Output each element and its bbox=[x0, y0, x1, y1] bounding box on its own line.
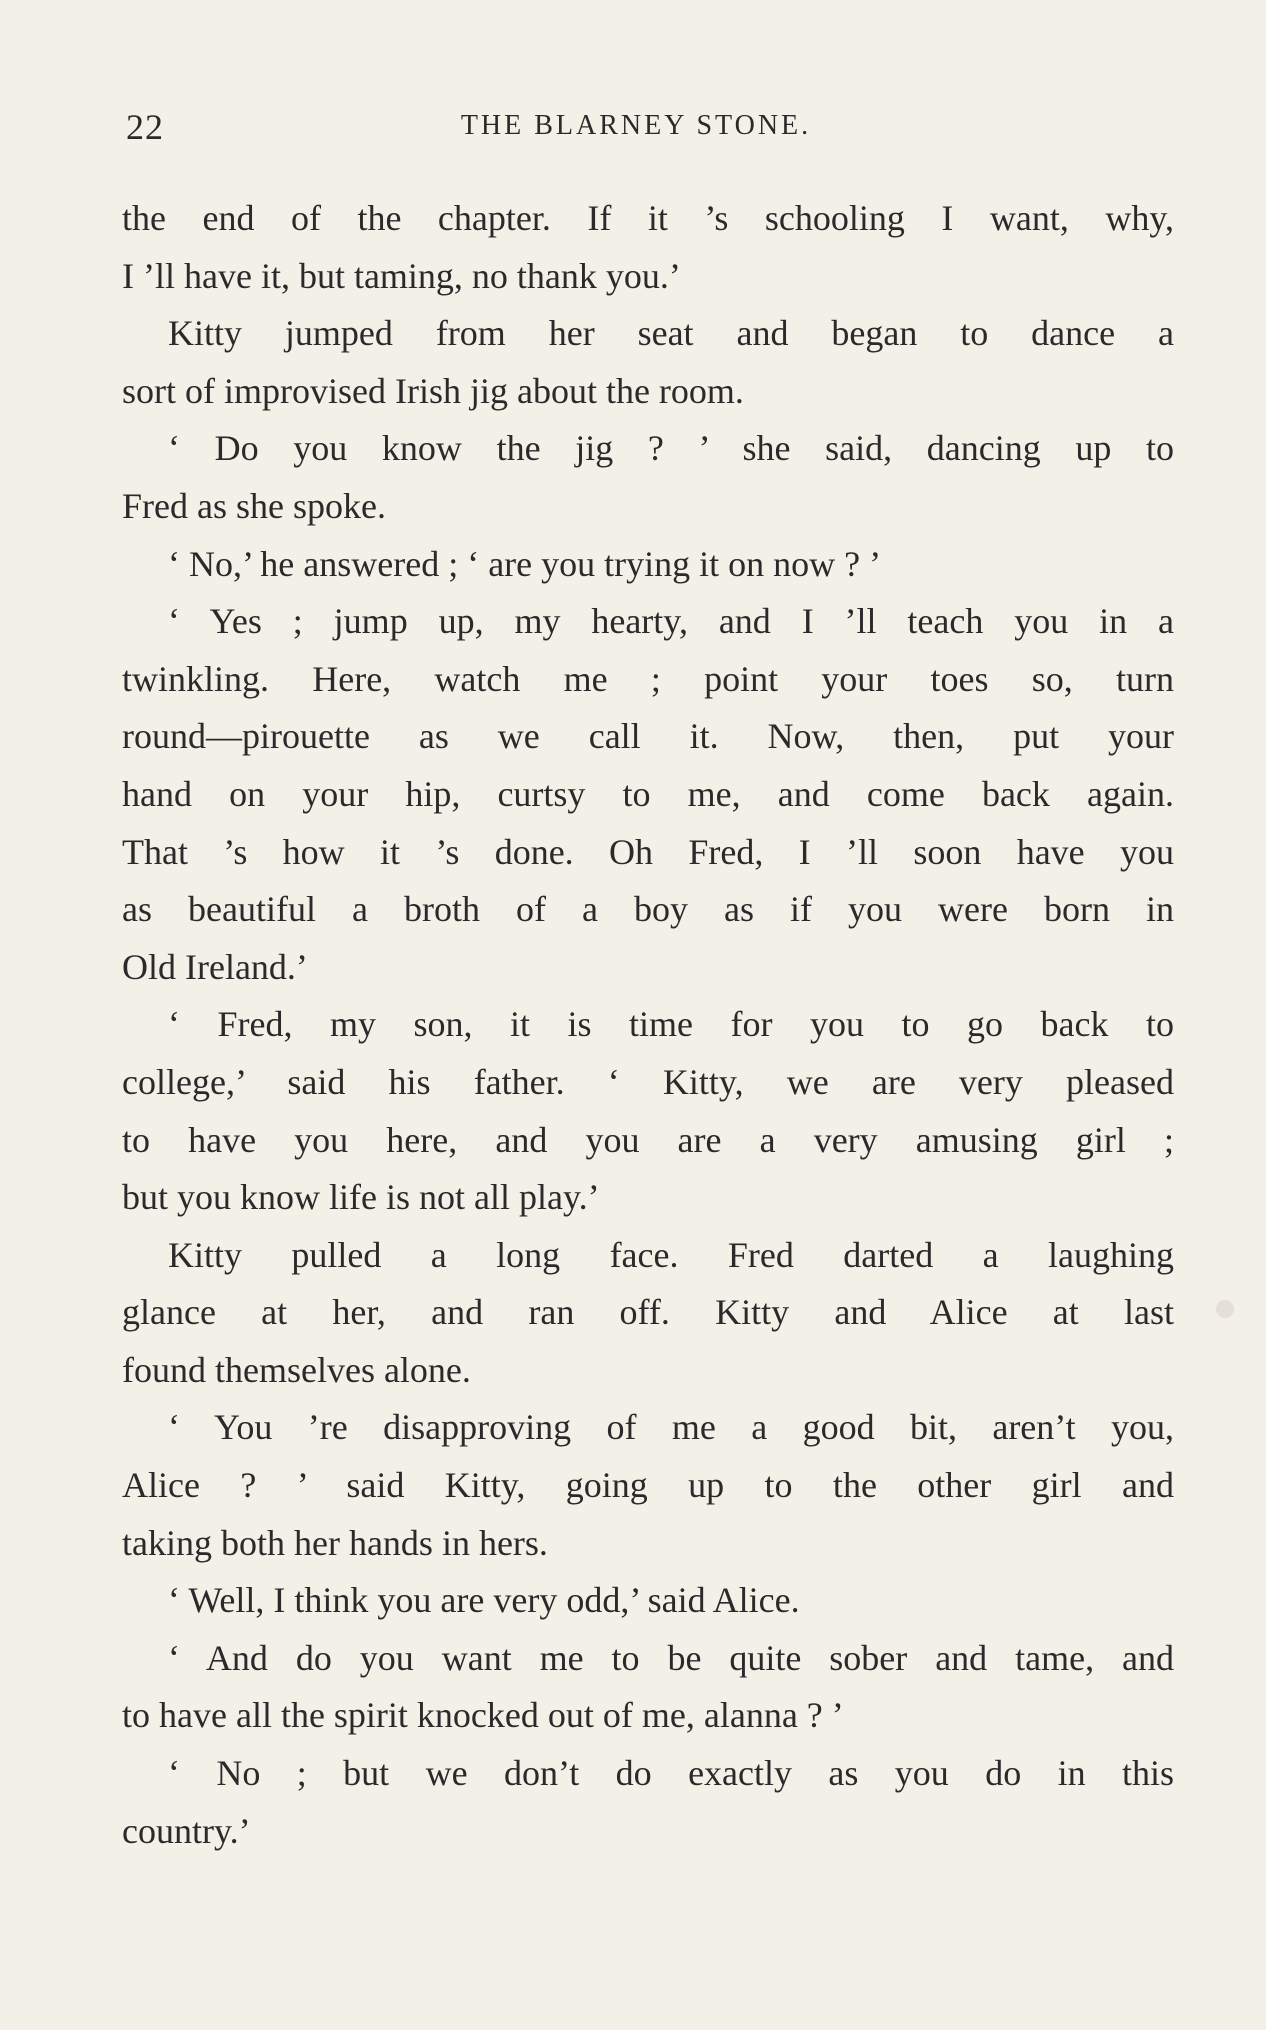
text-line: ‘ Do you know the jig ? ’ she said, dancing up to bbox=[168, 428, 1174, 469]
text-line: glance at her, and ran off. Kitty and Alice at last bbox=[122, 1292, 1174, 1333]
text-line: ‘ And do you want me to be quite sober and tame, and bbox=[168, 1637, 1174, 1678]
text-line: Old Ireland.’ bbox=[122, 946, 308, 987]
text-line: to have you here, and you are a very amusing girl ; bbox=[122, 1119, 1174, 1160]
text-line: the end of the chapter. If it ’s schooling I want, why, bbox=[122, 198, 1174, 238]
text-line: Alice ? ’ said Kitty, going up to the other girl and bbox=[122, 1465, 1174, 1506]
text-line: but you know life is not all play.’ bbox=[122, 1177, 600, 1218]
text-line: ‘ Fred, my son, it is time for you to go back to bbox=[168, 1004, 1174, 1045]
text-line: ‘ Yes ; jump up, my hearty, and I ’ll teach you in a bbox=[168, 601, 1174, 642]
text-line: country.’ bbox=[122, 1810, 251, 1851]
page-header bbox=[126, 106, 1186, 156]
text-line: hand on your hip, curtsy to me, and come back again. bbox=[122, 773, 1174, 814]
text-line: found themselves alone. bbox=[122, 1349, 471, 1390]
text-line: I ’ll have it, but taming, no thank you.’ bbox=[122, 255, 681, 296]
text-line: taking both her hands in hers. bbox=[122, 1522, 548, 1563]
running-head: THE BLARNEY STONE. bbox=[460, 110, 812, 141]
text-line: That ’s how it ’s done. Oh Fred, I ’ll soon have you bbox=[122, 831, 1174, 872]
text-line: Kitty jumped from her seat and began to dance a bbox=[168, 313, 1174, 354]
text-line: twinkling. Here, watch me ; point your toes so, turn bbox=[122, 658, 1174, 699]
text-line: Kitty pulled a long face. Fred darted a laughing bbox=[168, 1234, 1174, 1275]
text-line: round—pirouette as we call it. Now, then, put your bbox=[122, 716, 1174, 757]
paper-speck bbox=[1216, 1300, 1234, 1318]
body-text bbox=[122, 190, 1174, 1860]
text-line: to have all the spirit knocked out of me, alanna ? ’ bbox=[122, 1695, 844, 1736]
text-line: ‘ You ’re disapproving of me a good bit, aren’t you, bbox=[168, 1407, 1174, 1448]
page-number: 22 bbox=[126, 107, 164, 147]
text-line: ‘ No,’ he answered ; ‘ are you trying it on now ? ’ bbox=[168, 543, 882, 584]
text-line: ‘ Well, I think you are very odd,’ said Alice. bbox=[168, 1580, 800, 1621]
text-line: Fred as she spoke. bbox=[122, 485, 386, 526]
text-line: sort of improvised Irish jig about the room. bbox=[122, 370, 744, 411]
text-line: as beautiful a broth of a boy as if you were born in bbox=[122, 889, 1174, 930]
text-line: ‘ No ; but we don’t do exactly as you do in this bbox=[168, 1753, 1174, 1794]
text-line: college,’ said his father. ‘ Kitty, we are very pleased bbox=[122, 1061, 1174, 1102]
